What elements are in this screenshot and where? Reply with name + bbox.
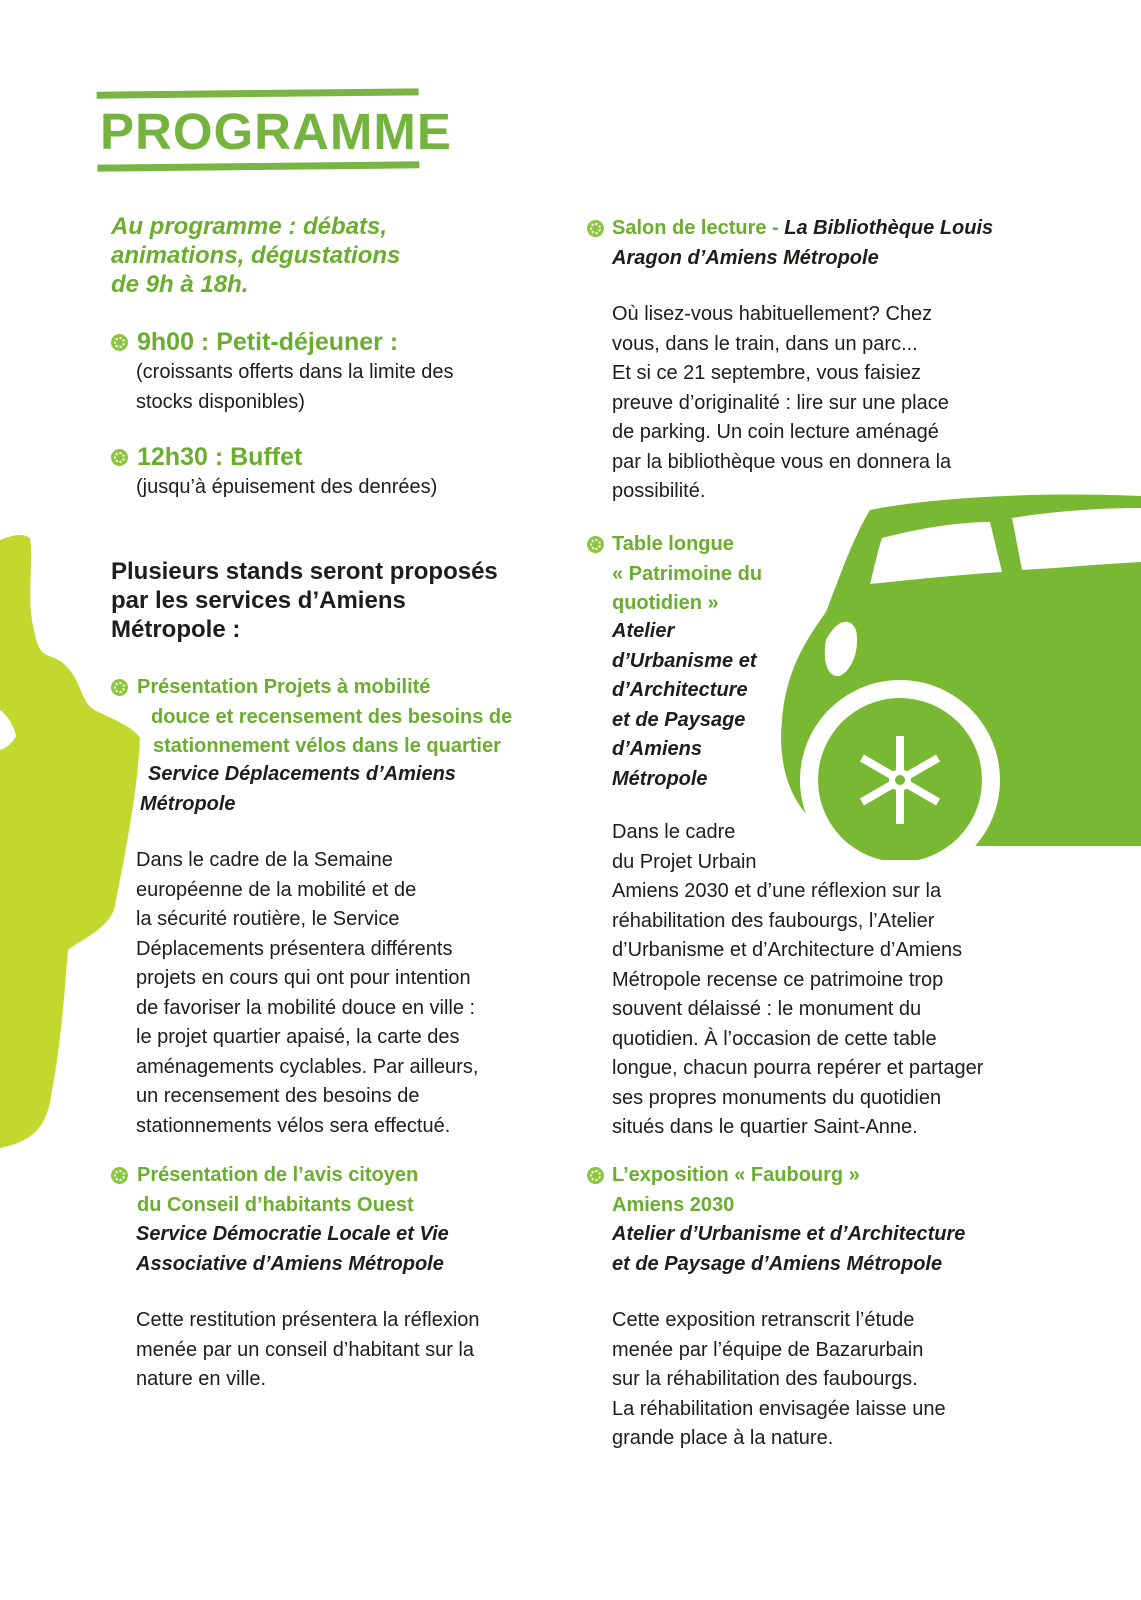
body-line: preuve d’originalité : lire sur une place [612, 391, 949, 414]
body-line: sur la réhabilitation des faubourgs. [612, 1368, 918, 1390]
body-line: Dans le cadre [612, 821, 736, 843]
body-line: menée par l’équipe de Bazarurbain [612, 1338, 924, 1361]
service-line: Métropole [140, 792, 236, 815]
service-line: Associative d’Amiens Métropole [136, 1252, 444, 1275]
bullet-flower-icon [111, 334, 128, 351]
mobility-service [140, 760, 456, 819]
expo-title [612, 1161, 860, 1220]
body-line: Métropole recense ce patrimoine trop [612, 968, 944, 991]
body-line: Amiens 2030 et d’une réflexion sur la [612, 880, 942, 902]
heading-line: par les services d’Amiens [111, 587, 406, 614]
reading-title-dark: La Bibliothèque Louis [784, 217, 994, 239]
body-line: La réhabilitation envisagée laisse une [612, 1397, 946, 1420]
reading-title [612, 214, 993, 273]
title-line: du Conseil d’habitants Ouest [137, 1193, 414, 1216]
body-line: projets en cours qui ont pour intention [136, 967, 471, 989]
bullet-flower-icon [587, 1167, 604, 1184]
intro-line: animations, dégustations [111, 242, 401, 269]
bullet-flower-icon [111, 1167, 128, 1184]
heading-line: Plusieurs stands seront proposés [111, 558, 498, 585]
buffet-desc: (jusqu’à épuisement des denrées) [136, 476, 438, 498]
intro-line: Au programme : débats, [111, 213, 388, 240]
wheel-icon [850, 730, 950, 830]
desc-line: stocks disponibles) [136, 390, 305, 413]
service-line: et de Paysage [612, 708, 746, 731]
citizen-title [137, 1161, 418, 1220]
bullet-flower-icon [587, 220, 604, 237]
title-line: stationnement vélos dans le quartier [153, 735, 501, 757]
title-line [612, 214, 993, 244]
table-title [612, 530, 762, 619]
stands-heading [111, 557, 498, 644]
desc-line: (croissants offerts dans la limite des [136, 361, 454, 383]
body-line: stationnements vélos sera effectué. [136, 1114, 451, 1137]
title-line: Présentation de l’avis citoyen [137, 1164, 419, 1186]
body-line: un recensement des besoins de [136, 1085, 420, 1107]
breakfast-title: 9h00 : Petit-déjeuner : [137, 328, 399, 356]
title-line: Présentation Projets à mobilité [137, 676, 431, 698]
bullet-flower-icon [111, 449, 128, 466]
bullet-flower-icon [111, 679, 128, 696]
service-line: Métropole [612, 767, 708, 790]
service-line: Atelier [612, 620, 675, 642]
expo-service [612, 1220, 965, 1279]
body-line: Cette exposition retranscrit l’étude [612, 1309, 915, 1331]
body-line: le projet quartier apaisé, la carte des [136, 1026, 460, 1048]
table-service [612, 617, 756, 794]
body-line: la sécurité routière, le Service [136, 908, 400, 930]
citizen-service [136, 1220, 449, 1279]
title-line: « Patrimoine du [612, 562, 763, 585]
reading-title-green: Salon de lecture - [612, 217, 785, 239]
heading-line: Métropole : [111, 616, 241, 643]
body-line: nature en ville. [136, 1368, 267, 1390]
title-line: quotidien » [612, 592, 719, 614]
body-line: souvent délaissé : le monument du [612, 998, 922, 1020]
buffet-title: 12h30 : Buffet [137, 443, 303, 471]
reading-body [612, 300, 951, 507]
title-line: Aragon d’Amiens Métropole [612, 246, 879, 269]
body-line: menée par un conseil d’habitant sur la [136, 1338, 474, 1361]
bullet-flower-icon [587, 536, 604, 553]
table-body [612, 818, 983, 1143]
body-line: quotidien. À l’occasion de cette table [612, 1027, 937, 1050]
body-line: grande place à la nature. [612, 1427, 834, 1449]
service-line: Service Déplacements d’Amiens [148, 763, 456, 785]
body-line: européenne de la mobilité et de [136, 878, 417, 901]
page-title: PROGRAMME [100, 103, 452, 160]
body-line: possibilité. [612, 480, 706, 502]
citizen-body [136, 1306, 480, 1395]
car-silhouette [770, 490, 1141, 860]
body-line: Cette restitution présentera la réflexion [136, 1309, 480, 1331]
body-line: de favoriser la mobilité douce en ville : [136, 996, 476, 1019]
body-line: vous, dans le train, dans un parc... [612, 332, 918, 355]
body-line: Déplacements présentera différents [136, 937, 453, 960]
intro-text [111, 212, 400, 299]
expo-body [612, 1306, 946, 1454]
body-line: aménagements cyclables. Par ailleurs, [136, 1055, 479, 1078]
mobility-title [137, 673, 512, 762]
body-line: situés dans le quartier Saint-Anne. [612, 1116, 918, 1138]
service-line: et de Paysage d’Amiens Métropole [612, 1252, 943, 1275]
body-line: du Projet Urbain [612, 850, 757, 873]
body-line: Et si ce 21 septembre, vous faisiez [612, 362, 922, 384]
intro-line: de 9h à 18h. [111, 271, 249, 298]
mobility-body [136, 846, 478, 1141]
body-line: ses propres monuments du quotidien [612, 1086, 942, 1109]
body-line: réhabilitation des faubourgs, l’Atelier [612, 909, 935, 932]
title-line: Table longue [612, 533, 734, 555]
service-line: d’Urbanisme et [612, 649, 757, 672]
service-line: d’Architecture [612, 679, 748, 701]
body-line: d’Urbanisme et d’Architecture d’Amiens [612, 939, 963, 961]
body-line: longue, chacun pourra repérer et partager [612, 1057, 984, 1079]
title-line: douce et recensement des besoins de [151, 705, 513, 728]
service-line: d’Amiens [612, 738, 703, 760]
body-line: par la bibliothèque vous en donnera la [612, 450, 952, 473]
body-line: Où lisez-vous habituellement? Chez [612, 303, 933, 325]
service-line: Atelier d’Urbanisme et d’Architecture [612, 1223, 966, 1245]
body-line: Dans le cadre de la Semaine [136, 849, 393, 871]
service-line: Service Démocratie Locale et Vie [136, 1223, 449, 1245]
title-line: L’exposition « Faubourg » [612, 1164, 860, 1186]
breakfast-desc [136, 358, 454, 417]
title-line: Amiens 2030 [612, 1193, 735, 1216]
body-line: de parking. Un coin lecture aménagé [612, 421, 939, 443]
